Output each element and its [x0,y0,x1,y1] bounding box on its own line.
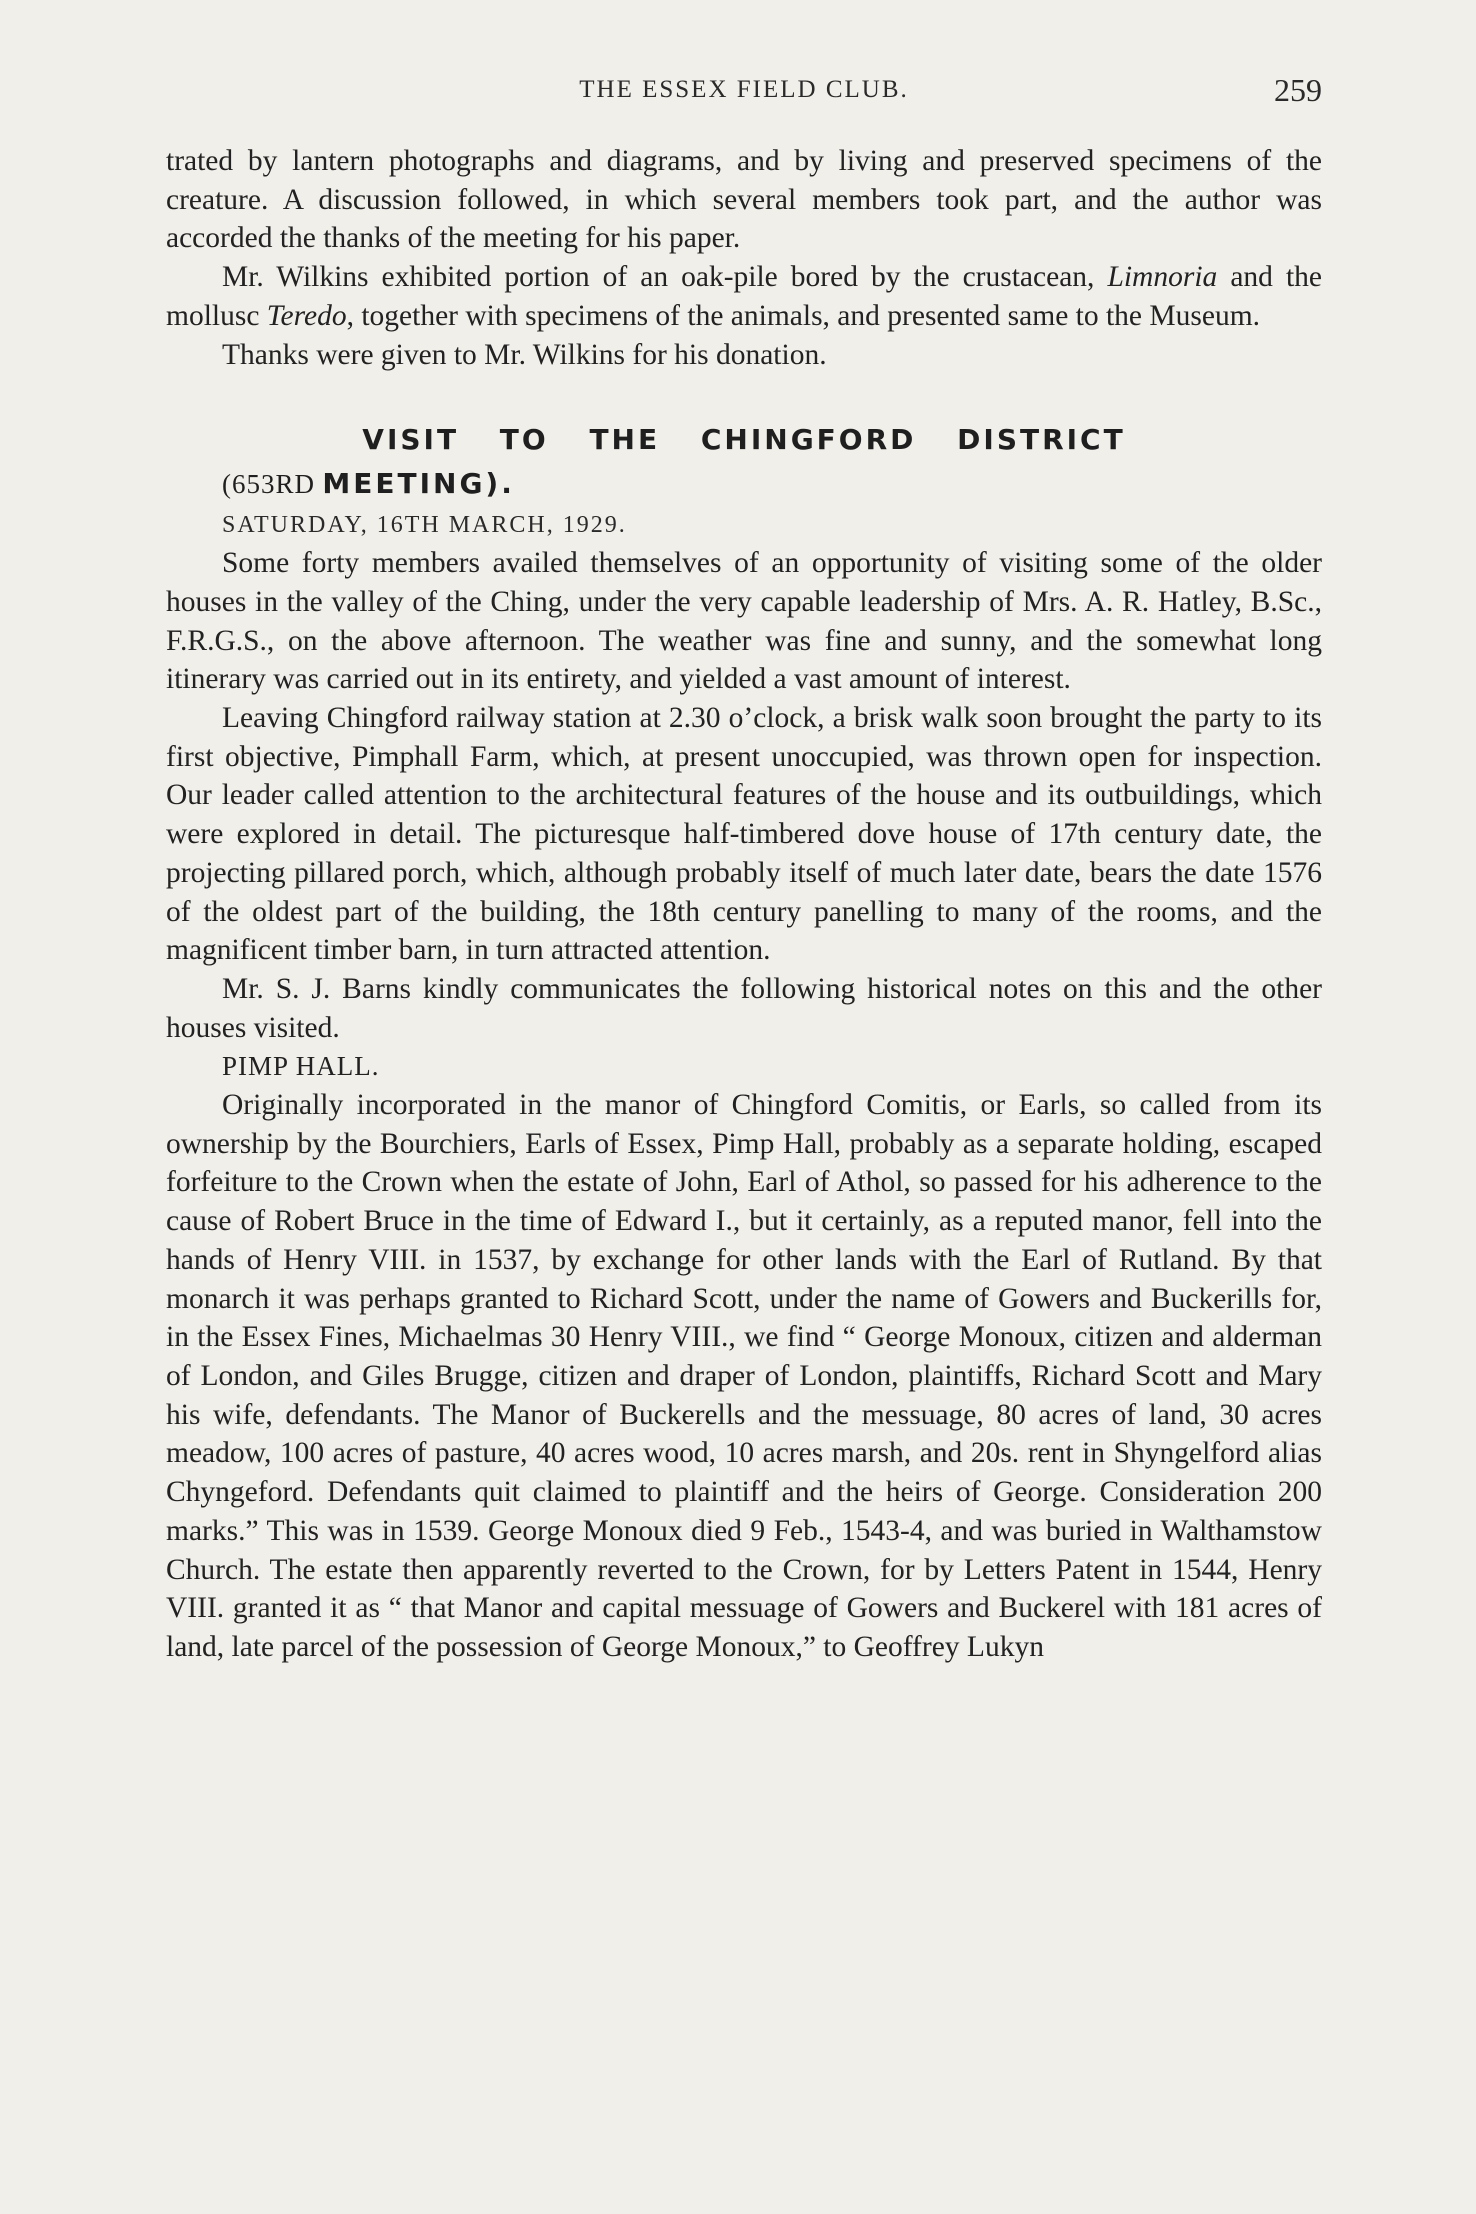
page-number: 259 [1274,72,1322,108]
meeting-word: MEETING). [322,467,515,501]
running-head [166,72,1322,112]
visit-paragraph: Mr. S. J. Barns kindly communicates the following historical notes on this and the other houses visited. [166,972,1322,1044]
continued-paragraph: trated by lantern photographs and diagrams, and by living and preserved specimens of the creature. A discussion followed, in which several members took part, and the author was accorded the thanks of the meeting for his paper. [166,145,1322,255]
meeting-date: SATURDAY, 16TH MARCH, 1929. [222,512,627,539]
wilkins-paragraph [166,258,1322,335]
section-title: VISIT TO THE CHINGFORD DISTRICT [362,423,1126,457]
teredo-italic: Teredo [266,299,347,332]
visit-paragraph: Leaving Chingford railway station at 2.30 o’clock, a brisk walk soon brought the party to its first objective, Pimphall Farm, which, at present unoccupied, was thrown open for inspection. Our leader called attention to the architectural features of the house and its outbuildings, which were explored in detail. The picturesque half-timbered dove house of 17th century date, the projecting pillared porch, which, although probably itself of much later date, bears the date 1576 of the oldest part of the building, the 18th century panelling to many of the rooms, and the magnificent timber barn, in turn attracted attention. [166,702,1322,967]
body-text [166,142,1322,1667]
pimp-hall-heading: PIMP HALL. [222,1051,380,1082]
meeting-number: (653RD [222,469,315,500]
wilkins-text-before: Mr. Wilkins exhibited portion of an oak-pile bored by the crustacean, [222,261,1108,294]
wilkins-text-middle: and the mollusc [166,261,1322,332]
section-subtitle [166,462,1322,506]
running-title: THE ESSEX FIELD CLUB. [579,76,909,103]
pimp-hall-paragraph: Originally incorporated in the manor of Chingford Comitis, or Earls, so called from its ownership by the Bourchiers, Earls of Essex, Pimp Hall, probably as a separate holding, escaped forfeiture to the Crown when the estate of John, Earl of Athol, so passed for his adherence to the cause of Robert Bruce in the time of Edward I., but it certainly, as a reputed manor, fell into the hands of Henry VIII. in 1537, by exchange for other lands with the Earl of Rutland. By that monarch it was perhaps granted to Richard Scott, under the name of Gowers and Buckerills for, in the Essex Fines, Michaelmas 30 Henry VIII., we find “ George Monoux, citizen and alderman of London, and Giles Brugge, citizen and draper of London, plaintiffs, Richard Scott and Mary his wife, defendants. The Manor of Buckerells and the messuage, 80 acres of land, 30 acres meadow, 100 acres of pasture, 40 acres wood, 10 acres marsh, and 20s. rent in Shyngelford alias Chyngeford. Defendants quit claimed to plaintiff and the heirs of George. Consideration 200 marks.” This was in 1539. George Monoux died 9 Feb., 1543-4, and was buried in Walthamstow Church. The estate then apparently reverted to the Crown, for by Letters Patent in 1544, Henry VIII. granted it as “ that Manor and capital messuage of Gowers and Buckerel with 181 acres of land, late parcel of the possession of George Monoux,” to Geoffrey Lukyn [166,1089,1322,1663]
wilkins-text-after: , together with specimens of the animals, and presented same to the Museum. [346,299,1261,332]
limnoria-italic: Limnoria [1107,261,1218,294]
visit-paragraph: Some forty members availed themselves of an opportunity of visiting some of the older houses in the valley of the Ching, under the very capable leadership of Mrs. A. R. Hatley, B.Sc., F.R.G.S., on the above afternoon. The weather was fine and sunny, and the somewhat long itinerary was carried out in its entirety, and yielded a vast amount of interest. [166,547,1322,696]
section-spacer [166,374,1322,418]
thanks-paragraph: Thanks were given to Mr. Wilkins for his donation. [222,338,827,371]
